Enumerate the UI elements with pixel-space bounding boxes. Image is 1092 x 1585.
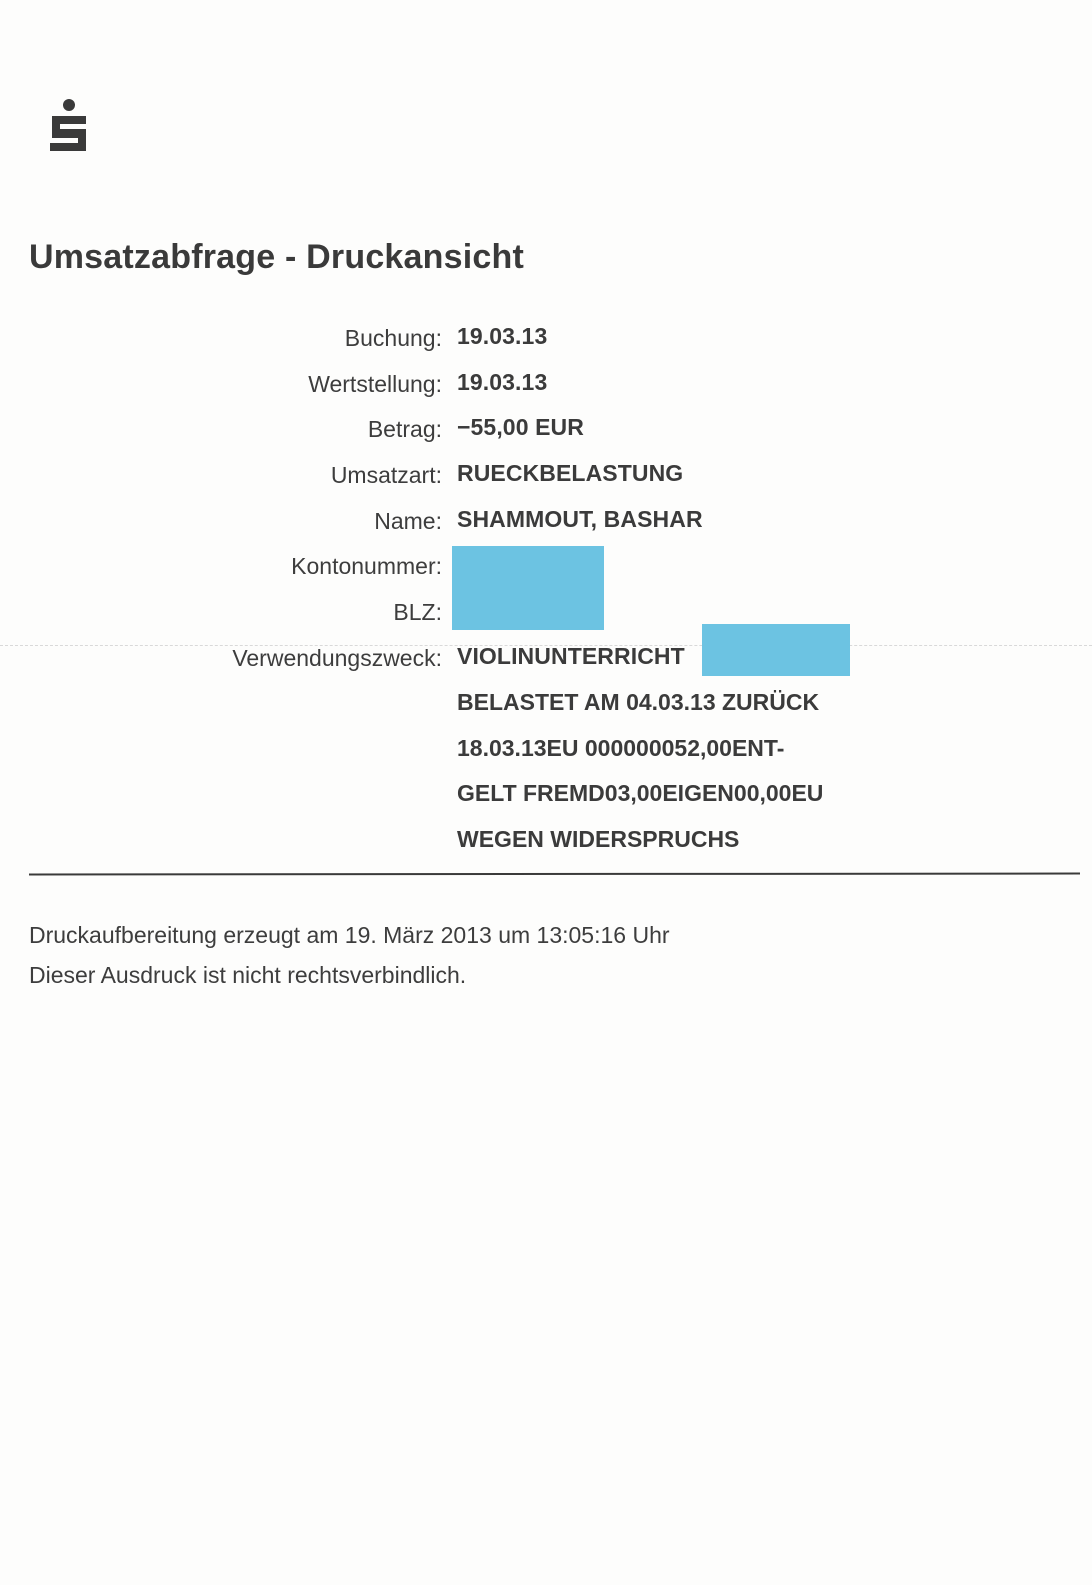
blz-label: BLZ: xyxy=(393,599,442,626)
sparkasse-logo-icon xyxy=(46,98,92,156)
purpose-line: BELASTET AM 04.03.13 ZURÜCK xyxy=(457,689,820,715)
purpose-line: 18.03.13EU 000000052,00ENT- xyxy=(457,734,785,761)
verwendungszweck-label: Verwendungszweck: xyxy=(232,644,442,671)
field-row-buchung xyxy=(0,318,1092,364)
name-value: SHAMMOUT, BASHAR xyxy=(457,505,703,532)
footer xyxy=(29,920,670,1000)
purpose-line: WEGEN WIDERSPRUCHS xyxy=(457,826,740,853)
field-row-umsatzart xyxy=(0,455,1092,501)
buchung-value: 19.03.13 xyxy=(457,323,548,349)
wertstellung-label: Wertstellung: xyxy=(308,370,442,397)
field-row-name xyxy=(0,501,1092,547)
redaction-purpose xyxy=(702,624,850,676)
umsatzart-value: RUECKBELASTUNG xyxy=(457,460,684,487)
purpose-line: GELT FREMD03,00EIGEN00,00EU xyxy=(457,780,824,807)
buchung-label: Buchung: xyxy=(344,325,442,351)
umsatzart-label: Umsatzart: xyxy=(330,462,442,489)
redaction-account-blz xyxy=(452,546,604,630)
page-title: Umsatzabfrage - Druckansicht xyxy=(29,238,524,276)
betrag-value: −55,00 EUR xyxy=(457,414,584,441)
kontonummer-label: Kontonummer: xyxy=(291,553,442,580)
section-divider xyxy=(29,873,1080,876)
field-row-betrag xyxy=(0,409,1092,455)
legal-disclaimer: Dieser Ausdruck ist nicht rechtsverbindlich. xyxy=(29,962,467,988)
field-row-wertstellung xyxy=(0,364,1092,410)
verwendungszweck-value: VIOLINUNTERRICHT xyxy=(457,642,685,669)
wertstellung-value: 19.03.13 xyxy=(457,368,548,395)
betrag-label: Betrag: xyxy=(367,416,442,443)
generated-timestamp: Druckaufbereitung erzeugt am 19. März 2013 um 13:05:16 Uhr xyxy=(29,922,670,948)
field-row-verwendungszweck xyxy=(0,638,1092,684)
name-label: Name: xyxy=(374,507,442,534)
verwendungszweck-continuation xyxy=(457,684,823,867)
